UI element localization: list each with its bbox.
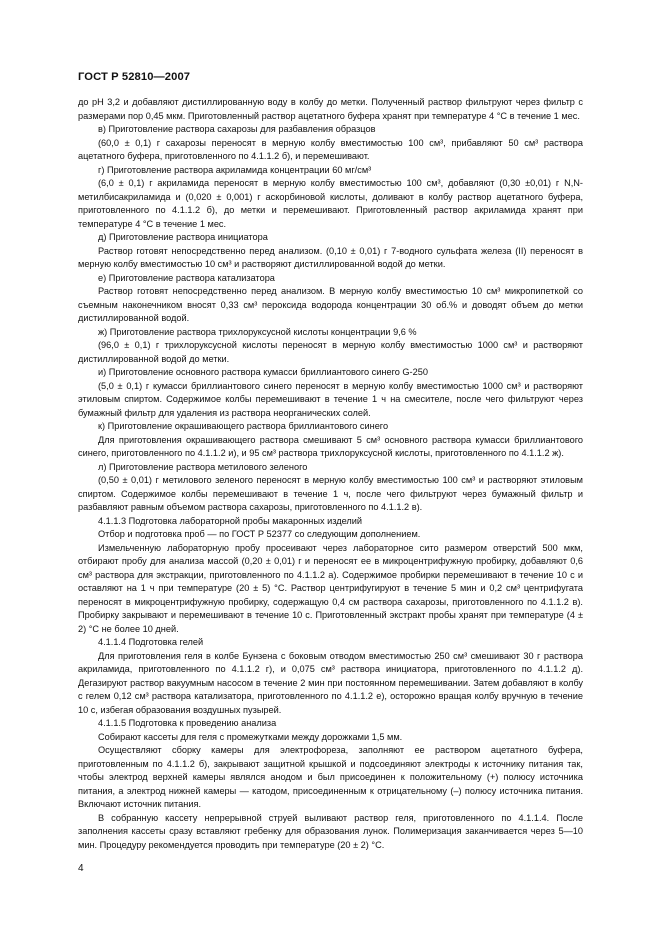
paragraph: (60,0 ± 0,1) г сахарозы переносят в мерную колбу вместимостью 100 см³, прибавляют 50 см³ раствора ацетатного буфера, приготовленного по 4.1.1.2 б), и перемешивают. (78, 137, 583, 161)
paragraph: Раствор готовят непосредственно перед анализом. (0,10 ± 0,01) г 7-водного сульфата железа (II) переносят в мерную колбу вместимостью 10 см³ и растворяют дистиллированной водой до метки. (78, 245, 583, 269)
section-heading-4-1-1-3: 4.1.1.3 Подготовка лабораторной пробы макаронных изделий (98, 515, 363, 526)
paragraph: Для приготовления окрашивающего раствора смешивают 5 см³ основного раствора кумасси бриллиантового синего, приготовленного по 4.1.1.2 и), и 95 см³ раствора трихлоруксусной кислоты, приготовленного по 4.1.1.2 ж). (78, 434, 583, 458)
section-heading-4-1-1-4: 4.1.1.4 Подготовка гелей (98, 637, 204, 647)
paragraph: Собирают кассеты для геля с промежутками между дорожками 1,5 мм. (98, 731, 403, 742)
subsection-heading-zh: ж) Приготовление раствора трихлоруксусной кислоты концентрации 9,6 % (98, 326, 417, 337)
page-number: 4 (78, 863, 84, 874)
document-id-header: ГОСТ Р 52810—2007 (78, 71, 191, 83)
paragraph: Осуществляют сборку камеры для электрофореза, заполняют ее раствором ацетатного буфера, приготовленным по 4.1.1.2 б), закрывают защитной крышкой и подсоединяют электроды к источнику питания так, чтобы электрод верхней камеры являлся анодом и был присоединен к положительному (+) полюсу источника питания, а электрод нижней камеры — катодом, присоединенным к отрицательному (–) полюсу источника питания. Включают источник питания. (78, 745, 583, 809)
paragraph-continuation: до pH 3,2 и добавляют дистиллированную воду в колбу до метки. Полученный раствор фильтруют через фильтр с размерами пор 0,45 мкм. Приготовленный раствор ацетатного буфера хранят при температуре 4 °С в течение 1 мес. (78, 97, 583, 121)
subsection-heading-e: е) Приготовление раствора катализатора (98, 272, 275, 283)
subsection-heading-v: в) Приготовление раствора сахарозы для разбавления образцов (98, 124, 376, 134)
paragraph: (6,0 ± 0,1) г акриламида переносят в мерную колбу вместимостью 100 см³, добавляют (0,30 ±0,01) г N,N-метилбисакриламида и (0,020 ± 0,001) г аскорбиновой кислоты, доливают в колбу раствор ацетатного буфера, приготовленного по 4.1.1.2 б), до метки и перемешивают. Приготовленный раствор акриламида хранят при температуре 4 °С в течение 1 мес. (78, 178, 583, 229)
subsection-heading-i: и) Приготовление основного раствора кумасси бриллиантового синего G-250 (98, 367, 428, 377)
section-heading-4-1-1-5: 4.1.1.5 Подготовка к проведению анализа (98, 718, 277, 728)
paragraph: Раствор готовят непосредственно перед анализом. В мерную колбу вместимостью 10 см³ микропипеткой со съемным наконечником вносят 0,33 см³ пероксида водорода концентрации 30 об.% и доводят объем до метки дистиллированной водой. (78, 286, 583, 323)
paragraph: (5,0 ± 0,1) г кумасси бриллиантового синего переносят в мерную колбу вместимостью 1000 см³ и растворяют этиловым спиртом. Содержимое колбы перемешивают в течение 1 ч на смесителе, после чего фильтруют через бумажный фильтр для удаления из раствора неорганических солей. (78, 380, 583, 418)
paragraph: (0,50 ± 0,01) г метилового зеленого переносят в мерную колбу вместимостью 100 см³ и растворяют этиловым спиртом. Содержимое колбы перемешивают в течение 1 ч, после чего фильтруют через бумажный фильтр и разбавляют равным объемом раствора сахарозы, приготовленного по 4.1.1.2 в). (78, 475, 583, 512)
paragraph: Отбор и подготовка проб — по ГОСТ Р 52377 со следующим дополнением. (98, 529, 421, 539)
paragraph: Для приготовления геля в колбе Бунзена с боковым отводом вместимостью 250 см³ смешивают 30 г раствора акриламида, приготовленного по 4.1.1.2 г), и 0,075 см³ раствора инициатора, приготовленного по 4.1.1.2 д). Дегазируют раствор вакуумным насосом в течение 2 мин при постоянном перемешивании. Затем добавляют в колбу с гелем 0,12 см³ раствора катализатора, приготовленного по 4.1.1.2 е), осторожно вращая колбу вручную в течение 10 с, избегая образования воздушных пузырей. (78, 650, 583, 715)
subsection-heading-d: д) Приготовление раствора инициатора (98, 232, 268, 242)
paragraph: Измельченную лабораторную пробу просеивают через лабораторное сито размером отверстий 500 мкм, отбирают пробу для анализа массой (0,20 ± 0,01) г и переносят ее в микроцентрифужную пробирку, добавляют 0,6 см³ раствора для экстракции, приготовленного по 4.1.1.2 а). Содержимое пробирки перемешивают в течение 10 с и оставляют на 1 ч при температуре (20 ± 5) °С. Раствор центрифугируют в течение 5 мин и 0,2 см³ центрифугата переносят в микроцентрифужную пробирку, содержащую 0,4 см раствора сахарозы, приготовленного по 4.1.1.2 в). Пробирку закрывают и перемешивают в течение 10 с. Приготовленный экстракт пробы хранят при температуре (4 ± 2) °С не более 10 дней. (78, 542, 583, 634)
subsection-heading-k: к) Приготовление окрашивающего раствора бриллиантового синего (98, 421, 389, 431)
subsection-heading-g: г) Приготовление раствора акриламида концентрации 60 мг/см³ (98, 164, 372, 175)
document-body (78, 96, 583, 852)
paragraph: В собранную кассету непрерывной струей выливают раствор геля, приготовленного по 4.1.1.4. После заполнения кассеты сразу вставляют гребенку для образования лунок. Полимеризация заканчивается через 5—10 мин. Процедуру рекомендуется проводить при температуре (20 ± 2) °С. (78, 812, 583, 850)
subsection-heading-l: л) Приготовление раствора метилового зеленого (98, 461, 308, 472)
paragraph: (96,0 ± 0,1) г трихлоруксусной кислоты переносят в мерную колбу вместимостью 1000 см³ и растворяют дистиллированной водой до метки. (78, 340, 583, 364)
